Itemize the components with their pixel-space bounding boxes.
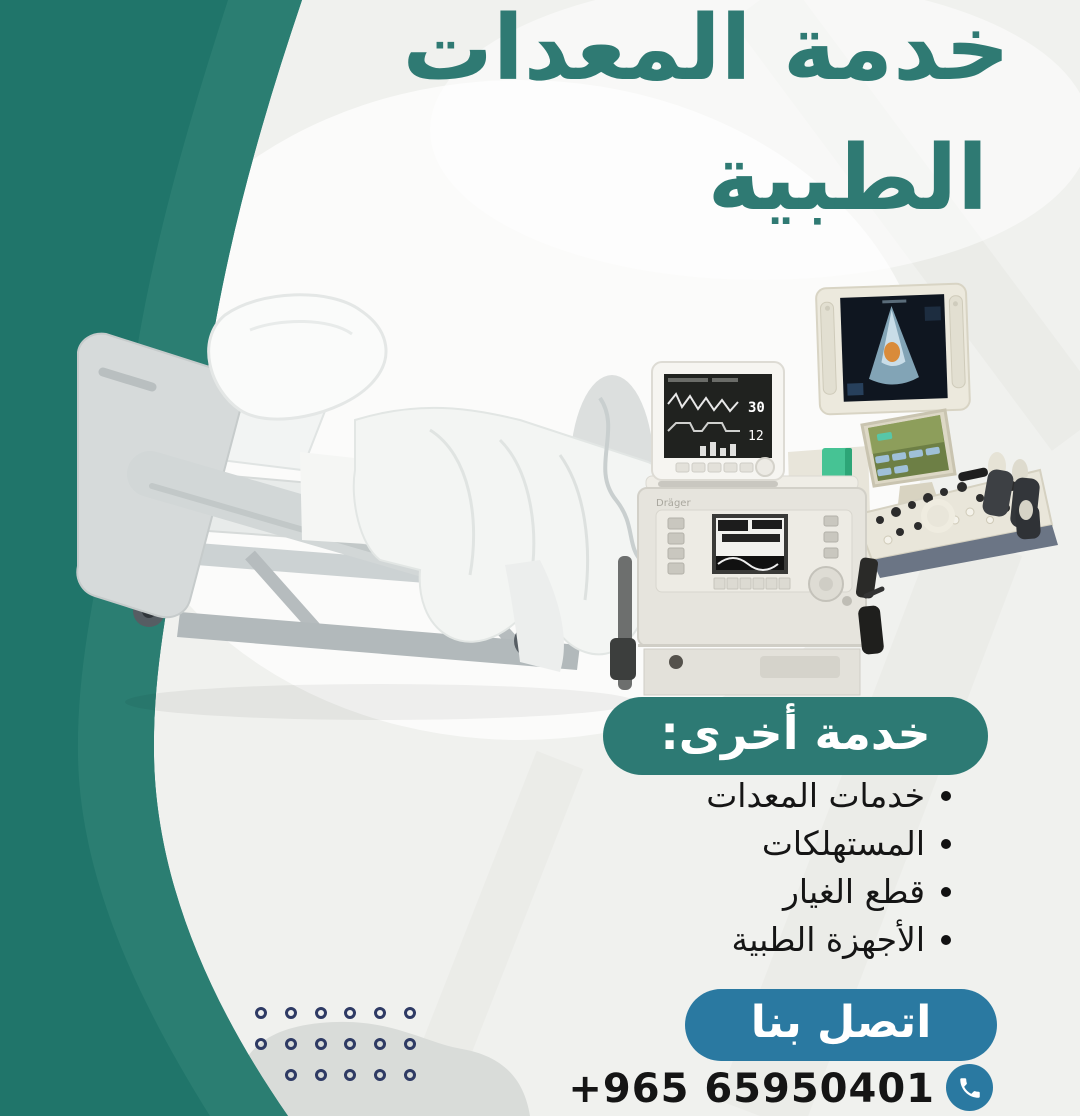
list-item: قطع الغيار xyxy=(593,872,953,912)
echo-monitor xyxy=(816,283,970,414)
other-services-heading xyxy=(603,697,988,775)
phone-number[interactable]: +965 65950401 xyxy=(568,1066,935,1112)
list-item: خدمات المعدات xyxy=(593,776,953,816)
monitor-value-top: 30 xyxy=(748,400,765,416)
list-item: المستهلكات xyxy=(593,824,953,864)
list-item: الأجهزة الطبية xyxy=(593,920,953,960)
patient-monitor xyxy=(652,362,784,487)
contact-us-button[interactable] xyxy=(685,989,997,1061)
phone-icon xyxy=(957,1075,983,1101)
other-services-heading-label: خدمة أخرى: xyxy=(660,706,931,760)
page-title-line1: خدمة المعدات xyxy=(402,0,1010,101)
ventilator-brand-label: Dräger xyxy=(656,498,691,509)
ventilator xyxy=(610,476,884,695)
services-list xyxy=(593,776,953,968)
contact-us-label: اتصل بنا xyxy=(750,996,932,1048)
monitor-value-bottom: 12 xyxy=(748,429,764,444)
page-title-line2: الطبية xyxy=(707,126,988,231)
phone-call-button[interactable] xyxy=(946,1064,993,1111)
